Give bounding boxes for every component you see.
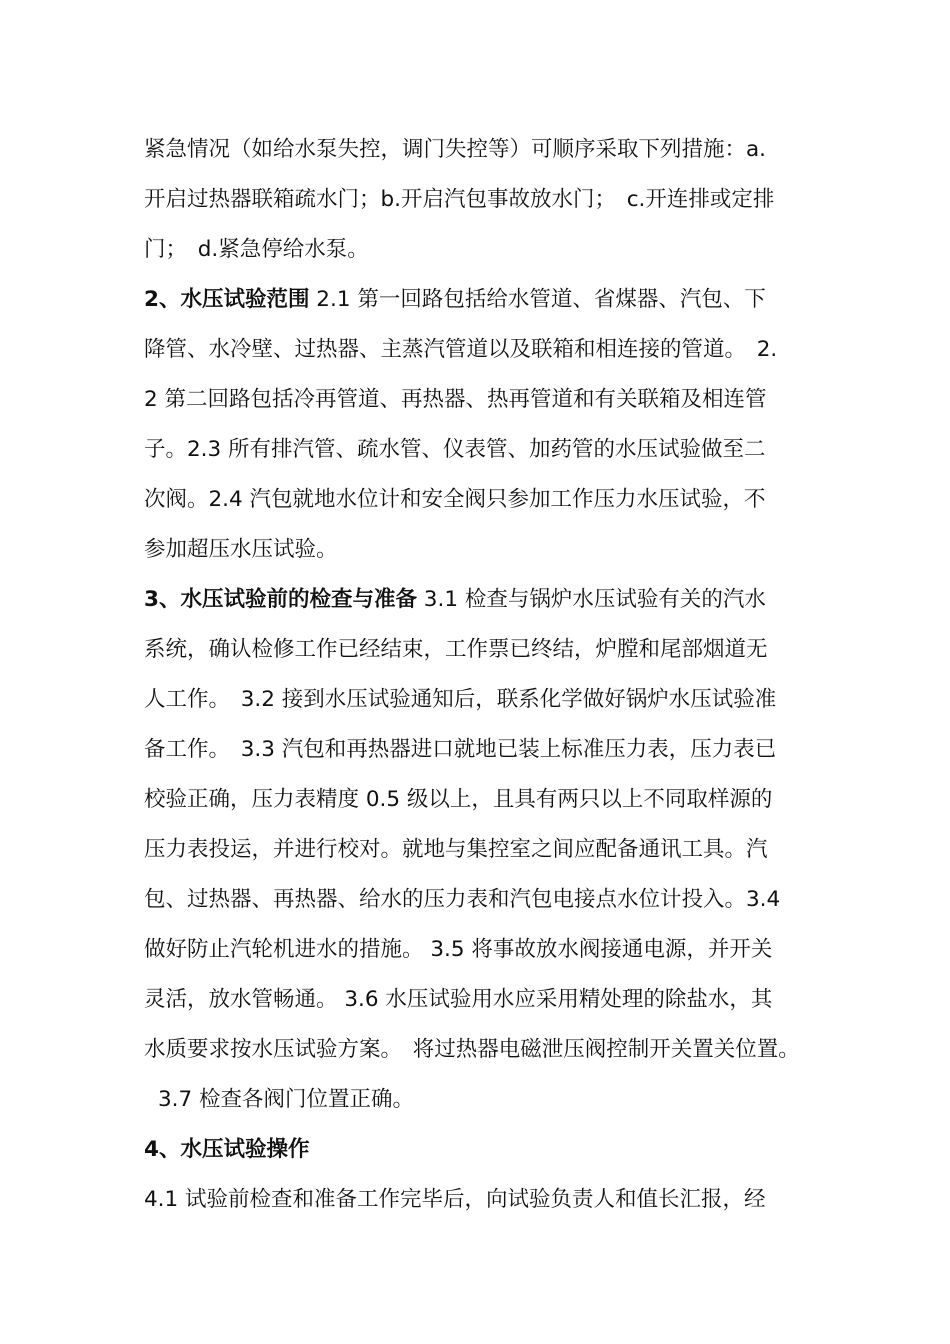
- text-segment: 3.1 检查与锅炉水压试验有关的汽水: [416, 587, 766, 612]
- section-3-line-11: [158, 1085, 414, 1115]
- section-2-line-6: [144, 535, 338, 565]
- section-3-line-10: [144, 1035, 800, 1065]
- section-3-line-3: [144, 685, 776, 715]
- text-segment: 人工作。 3.2 接到水压试验通知后，联系化学做好锅炉水压试验准: [144, 687, 777, 712]
- section-2-line-1: [144, 285, 766, 315]
- text-segment: 灵活，放水管畅通。 3.6 水压试验用水应采用精处理的除盐水，其: [144, 987, 773, 1012]
- text-segment: 开启过热器联箱疏水门；b.开启汽包事故放水门； c.开连排或定排: [144, 187, 775, 212]
- section-4-line-1: [144, 1185, 766, 1215]
- section-3-line-9: [144, 985, 772, 1015]
- text-segment: 水质要求按水压试验方案。 将过热器电磁泄压阀控制开关置关位置。: [144, 1037, 800, 1062]
- section-4-heading: 4、水压试验操作: [144, 1137, 310, 1162]
- section-3-line-7: [144, 885, 780, 915]
- text-segment: 4.1 试验前检查和准备工作完毕后，向试验负责人和值长汇报，经: [144, 1187, 766, 1212]
- text-segment: 3.7 检查各阀门位置正确。: [158, 1087, 415, 1112]
- section-3-line-4: [144, 735, 776, 765]
- paragraph-1-line-3: [144, 235, 369, 265]
- text-segment: 做好防止汽轮机进水的措施。 3.5 将事故放水阀接通电源，并开关: [144, 937, 773, 962]
- text-segment: 备工作。 3.3 汽包和再热器进口就地已装上标准压力表，压力表已: [144, 737, 777, 762]
- section-3-line-8: [144, 935, 772, 965]
- paragraph-1-line-1: [144, 135, 766, 165]
- section-3-heading: 3、水压试验前的检查与准备: [144, 587, 417, 612]
- text-segment: 包、过热器、再热器、给水的压力表和汽包电接点水位计投入。3.4: [144, 887, 781, 912]
- section-2-line-5: [144, 485, 766, 515]
- section-2-line-3: [144, 385, 767, 415]
- text-segment: 紧急情况（如给水泵失控，调门失控等）可顺序采取下列措施：a.: [144, 137, 767, 162]
- section-2-heading: 2、水压试验范围: [144, 287, 310, 312]
- text-segment: 次阀。2.4 汽包就地水位计和安全阀只参加工作压力水压试验，不: [144, 487, 766, 512]
- text-segment: 校验正确，压力表精度 0.5 级以上，且具有两只以上不同取样源的: [144, 787, 773, 812]
- text-segment: 参加超压水压试验。: [144, 537, 338, 562]
- section-3-line-1: [144, 585, 766, 615]
- text-segment: 2.1 第一回路包括给水管道、省煤器、汽包、下: [309, 287, 766, 312]
- text-segment: 子。2.3 所有排汽管、疏水管、仪表管、加药管的水压试验做至二: [144, 437, 766, 462]
- text-segment: 2 第二回路包括冷再管道、再热器、热再管道和有关联箱及相连管: [144, 387, 767, 412]
- section-4-heading-line: [144, 1135, 309, 1165]
- text-segment: 门； d.紧急停给水泵。: [144, 237, 369, 262]
- section-2-line-4: [144, 435, 766, 465]
- text-segment: 压力表投运，并进行校对。就地与集控室之间应配备通讯工具。汽: [144, 837, 768, 862]
- section-3-line-6: [144, 835, 768, 865]
- section-3-line-2: [144, 635, 768, 665]
- text-segment: 系统，确认检修工作已经结束，工作票已终结，炉膛和尾部烟道无: [144, 637, 768, 662]
- paragraph-1-line-2: [144, 185, 774, 215]
- section-2-line-2: [144, 335, 777, 365]
- text-segment: 降管、水冷壁、过热器、主蒸汽管道以及联箱和相连接的管道。 2.: [144, 337, 778, 362]
- section-3-line-5: [144, 785, 772, 815]
